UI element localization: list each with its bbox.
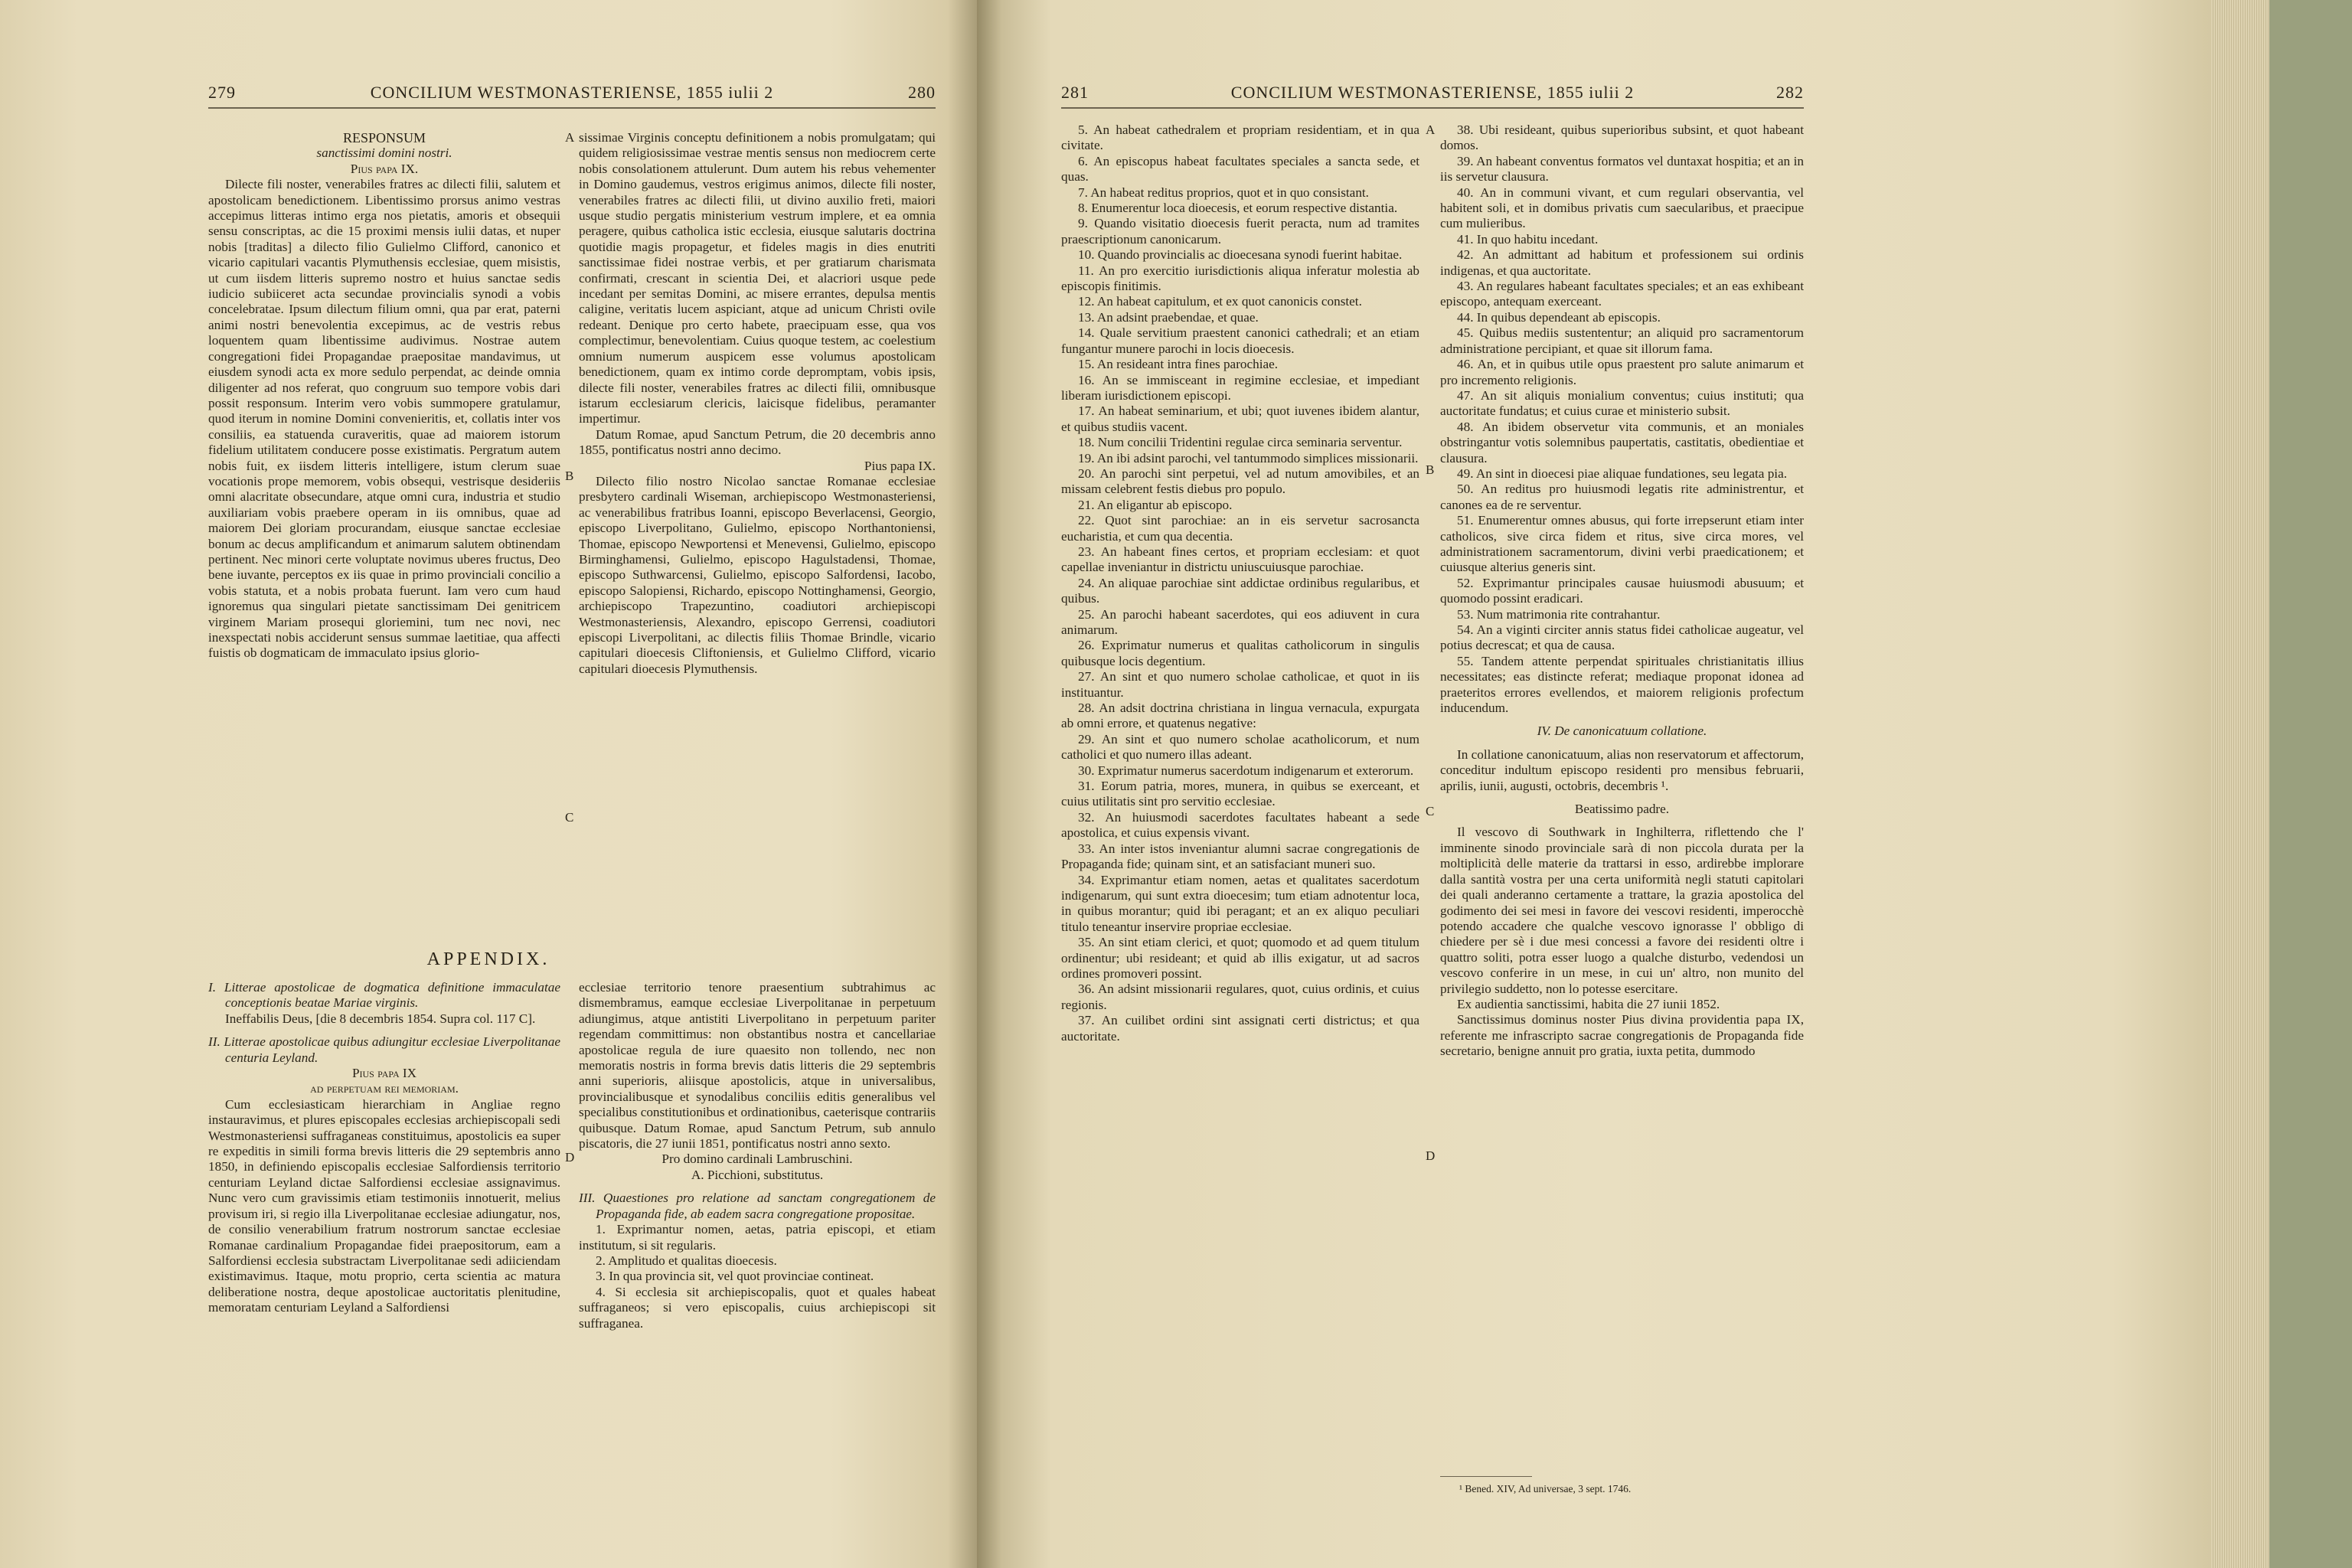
- paragraph: 51. Enumerentur omnes abusus, qui forte irrepserunt etiam inter catholicos, sive circa fidem et ritus, sive circa mores, vel administrationem sacramentorum, divini verbi praedicationem; et cuiusque alterius generis sint.: [1440, 513, 1804, 575]
- paragraph: Ineffabilis Deus, [die 8 decembris 1854. Supra col. 117 C].: [225, 1011, 536, 1026]
- paragraph: 35. An sint etiam clerici, et quot; quomodo et ad quem titulum ordinentur; ubi resideant; et quid ab illis exigatur, ut ad sacros ordines promoveri possint.: [1061, 935, 1419, 981]
- paragraph: 4. Si ecclesia sit archiepiscopalis, quot et quales habeat suffraganeos; si vero episcopalis, cuius archiepiscopi sit suffraganea.: [579, 1284, 936, 1331]
- paragraph: 45. Quibus mediis sustententur; an aliquid pro sacramentorum administratione percipiant, et quae sit illorum fama.: [1440, 325, 1804, 356]
- footnote: ¹ Bened. XIV, Ad universae, 3 sept. 1746.: [1459, 1483, 1632, 1494]
- paragraph: 8. Enumerentur loca dioecesis, et eorum respective distantia.: [1078, 201, 1398, 216]
- paragraph: 19. An ibi adsint parochi, vel tantummodo simplices missionarii.: [1078, 450, 1419, 466]
- paragraph: A. Picchioni, substitutus.: [691, 1167, 824, 1182]
- paragraph: 27. An sint et quo numero scholae catholicae, et quot in iis instituantur.: [1061, 669, 1419, 700]
- paragraph: ecclesiae territorio tenore praesentium subtrahimus ac dismembramus, eamque ecclesiae Liverpolitanae in perpetuum adiungimus, atque antistiti Liverpolitano in perpetuum pariter regendam committimus: non obstantibus nostra et cancellariae apostolicae regula de iure quaesito non tollendo, nec non memoratis nostris in forma brevis datis litteris die 29 septembris anni superioris, aliisque apostolicis, atque in universalibus, provincialibusque et synodalibus conciliis editis generalibus vel specialibus constitutionibus et ordinationibus, caeterisque contrariis quibusque. Datum Romae, apud Sanctum Petrum, sub annulo piscatoris, die 27 iunii 1851, pontificatus nostri anno sexto.: [579, 980, 936, 1152]
- paragraph: sissimae Virginis conceptu definitionem a nobis promulgatam; qui quidem religiosissimae vestrae mentis sensus non mediocrem certe nobis consolationem attulerunt. Dum autem his rebus vehementer in Domino gaudemus, vestros erigimus animos, dilecte fili noster, venerabiles fratres ac dilecti filii, ut divino auxilio freti, maiori usque studio pergatis ministerium vestrum implere, et ea omnia peragere, quibus catholica istic ecclesia, eiusque salutaris doctrina quotidie magis propagetur, et fideles magis in dies enutriti sanctissimae fidei nostrae verbis, et per gratiarum charismata confirmati, crescant in scientia Dei, et alacriori usque pede incedant per semitas Domini, ac misere errantes, depulsa mentis caligine, veritatis lucem aspiciant, atque ad unicum Christi ovile redeant. Denique pro certo habete, praecipuam esse, qua vos complectimur, benevolentiam. Cuius quoque testem, ac coelestium omnium numerum auspicem esse volumus apostolicam benedictionem, quam ex intimo corde depromptam, vobis ipsis, dilecte fili noster, venerabiles fratres ac dilecti filii, omnibusque istarum ecclesiarum clericis, laicisque fidelibus, peramanter impertimur.: [579, 130, 936, 426]
- left-page-column-2: [579, 130, 936, 677]
- paragraph: 3. In qua provincia sit, vel quot provinciae contineat.: [596, 1269, 874, 1284]
- page-number-279: 279: [208, 83, 236, 102]
- paragraph: 29. An sint et quo numero scholae acatholicorum, et num catholici et quo numero illas adeant.: [1061, 731, 1419, 763]
- paragraph: 21. An eligantur ab episcopo.: [1078, 497, 1233, 512]
- paragraph: 20. An parochi sint perpetui, vel ad nutum amovibiles, et an missam celebrent festis diebus pro populo.: [1061, 466, 1419, 497]
- paragraph: RESPONSUM: [342, 130, 426, 145]
- paragraph: 34. Exprimantur etiam nomen, aetas et qualitates sacerdotum indigenarum, qui sunt extra dioecesim; tum etiam adnotentur loca, in quibus morantur; quid ibi peragant; et an ex aliquo peculiari titulo teneantur inservire propriae ecclesiae.: [1061, 872, 1419, 934]
- paragraph: 28. An adsit doctrina christiana in lingua vernacula, expurgata ab omni errore, et quatenus negative:: [1061, 701, 1419, 731]
- paragraph: II. Litterae apostolicae quibus adiungitur ecclesiae Liverpolitanae centuria Leyland.: [208, 1034, 560, 1065]
- paragraph: 48. An ibidem observetur vita communis, et an moniales obstringantur votis solemnibus paupertatis, castitatis, obedientiae et clausura.: [1440, 419, 1804, 466]
- paragraph: 47. An sit aliquis monialium conventus; cuius instituti; qua auctoritate fundatus; et cuius curae et ministerio subsit.: [1440, 387, 1804, 419]
- paragraph: Pro domino cardinali Lambruschini.: [662, 1152, 853, 1167]
- paragraph: Pius papa IX: [351, 1066, 417, 1081]
- paragraph: 37. An cuilibet ordini sint assignati certi districtus; et qua auctoritate.: [1061, 1013, 1419, 1044]
- left-running-header: [208, 83, 936, 104]
- paragraph: 26. Exprimatur numerus et qualitas catholicorum in singulis quibusque locis degentium.: [1061, 638, 1419, 668]
- paragraph: Cum ecclesiasticam hierarchiam in Angliae regno instauravimus, et plures episcopales ecclesias archiepiscopali sedi Westmonasteriensi suffraganeas constituimus, apostolicis ea super re expeditis in simili forma brevis litteris die 29 septembris anno 1850, in definiendo episcopalis ecclesiae Salfordiensis territorio centuriam Leyland dictae Salfordiensi ecclesiae assignavimus. Nunc vero cum gravissimis etiam testimoniis innotuerit, melius provisum iri, si regio illa Liverpolitanae ecclesiae adiungatur, nos, de consilio venerabilium fratrum nostrorum sanctae ecclesiae Romanae cardinalium Propagandae fidei praepositorum, eam a Salfordiensi ecclesia substractam Liverpolitanae sedi adiiciendam existimavimus. Itaque, motu proprio, certa scientia ac matura deliberatione nostra, deque apostolicae auctoritatis plenitudine, memoratam centuriam Leyland a Salfordiensi: [208, 1096, 560, 1315]
- paragraph: 18. Num concilii Tridentini regulae circa seminaria serventur.: [1078, 435, 1403, 450]
- paragraph: 7. An habeat reditus proprios, quot et in quo consistant.: [1078, 185, 1369, 200]
- paragraph: 23. An habeant fines certos, et propriam ecclesiam: et quot capellae inveniantur in districtu uniuscuiusque parochiae.: [1061, 544, 1419, 575]
- paragraph: 39. An habeant conventus formatos vel duntaxat hospitia; et an in iis servetur clausura.: [1440, 153, 1804, 185]
- left-page-column-1: [208, 130, 560, 662]
- page-number-281: 281: [1061, 83, 1089, 102]
- paragraph: 32. An huiusmodi sacerdotes facultates habeant a sede apostolica, et cuius expensis vivant.: [1061, 809, 1419, 841]
- paragraph: 46. An, et in quibus utile opus praestent pro salute animarum et pro incremento religionis.: [1440, 357, 1804, 387]
- paragraph: 22. Quot sint parochiae: an in eis servetur sacrosancta eucharistia, et cum qua decentia.: [1061, 513, 1419, 544]
- paragraph: Pius papa IX.: [864, 458, 936, 473]
- paragraph: 10. Quando provincialis ac dioecesana synodi fuerint habitae.: [1078, 247, 1403, 263]
- paragraph: 40. An in communi vivant, et cum regulari observantia, vel habitent soli, et in domibus privatis cum saecularibus, et praecipue cum mulieribus.: [1440, 185, 1804, 231]
- header-rule: [208, 107, 936, 109]
- paragraph: sanctissimi domini nostri.: [316, 145, 452, 161]
- paragraph: 38. Ubi resideant, quibus superioribus subsint, et quot habeant domos.: [1440, 122, 1804, 153]
- paragraph: Beatissimo padre.: [1574, 802, 1670, 817]
- paragraph: Il vescovo di Southwark in Inghilterra, riflettendo che l' imminente sinodo provinciale sarà di non piccola durata per la moltiplicità delle materie da trattarsi in esso, ardirebbe implorare dalla santità vostra per una certa uniformità negli statuti capitolari dei quali anderanno certamente a trattare, la grazia apostolica del godimento dei sei mesi in favore dei vescovi residenti, imperocchè potendo accadere che qualche vescovo ignorasse l' obbligo di chiedere per sè i due mesi concessi a favore dei residenti oltre i quattro soliti, potra esser luogo a qualche disturbo, vedendosi un vescovo conferire in un mese, in cui un' altro, non munito del privilegio suddetto, non lo potesse esercitare.: [1440, 825, 1804, 996]
- background-surface: [2269, 0, 2352, 1568]
- paragraph: 44. In quibus dependeant ab episcopis.: [1457, 309, 1661, 325]
- paragraph: 13. An adsint praebendae, et quae.: [1078, 309, 1259, 325]
- paragraph: 33. An inter istos inveniantur alumni sacrae congregationis de Propaganda fide; quinam sint, et an satisfaciant muneri suo.: [1061, 841, 1419, 872]
- paragraph: Dilecte fili noster, venerabiles fratres ac dilecti filii, salutem et apostolicam benedictionem. Libentissimo prorsus animo vestras accepimus litteras intimo erga nos pietatis, amoris et obsequii sensu conscriptas, ac die 15 proximi mensis iulii datas, et nuper nobis [traditas] a dilecto filio Gulielmo Clifford, canonico et vicario capitulari vacantis Plymuthensis ecclesiae, quem misistis, ut cum iisdem litteris supremo nostro et huius sanctae sedis iudicio subiiceret acta secundae provincialis synodi a vobis concelebratae. Ipsum dilectum filium omni, qua par erat, paterni animi nostri benevolentia excepimus, ac de vestris rebus loquentem quam libentissime audivimus. Nostrae autem congregationi fidei Propagandae praepositae mandavimus, ut eiusdem synodi acta ex more sedulo perpendat, ac deinde omnia diligenter ad nos referat, quo congruum suo tempore vobis dari possit responsum. Interim vero vobis summopere gratulamur, quod iterum in nomine Domini convenieritis, et, collatis inter vos consiliis, ea statuenda curaveritis, quae ad maiorem istorum fidelium utilitatem conducere posse existimatis. Pergratum autem nobis fuit, ex iisdem litteris intelligere, istum clerum suae vocationis prope memorem, vobis obsequi, vestrisque desideriis omni alacritate obsecundare, atque omni cura, industria et studio auxiliariam vobis praebere operam in iis omnibus, quae ad maiorem Dei gloriam procurandam, eiusque sanctae ecclesiae bonum ac decus amplificandum et animarum salutem obtinendam pertinent. Nec minori certe voluptate novimus uberes fructus, Deo bene iuvante, perceptos ex iis quae in primo provinciali concilio a vobis statuta, et a nobis probata fuerunt. Iam vero cum haud ignoremus qua singulari pietate sanctissimam Dei genitricem virginem Mariam prosequi gloriemini, tum nec novi, nec inexspectati nobis acciderunt sensus summae laetitiae, qua affecti fuistis ob dogmaticam de immaculato ipsius glorio-: [208, 177, 560, 661]
- margin-marker-a: A: [1426, 122, 1436, 137]
- paragraph: 36. An adsint missionarii regulares, quot, cuius ordinis, et cuius regionis.: [1061, 982, 1419, 1012]
- paragraph: 49. An sint in dioecesi piae aliquae fundationes, seu legata pia.: [1457, 466, 1787, 481]
- paragraph: Ex audientia sanctissimi, habita die 27 iunii 1852.: [1457, 996, 1720, 1011]
- paragraph: 9. Quando visitatio dioecesis fuerit peracta, num ad tramites praescriptionum canonicarum.: [1061, 216, 1419, 247]
- footnote-rule: [1440, 1476, 1532, 1477]
- left-page: [0, 0, 977, 1568]
- paragraph: 53. Num matrimonia rite contrahantur.: [1457, 606, 1661, 622]
- paragraph: 50. An reditus pro huiusmodi legatis rite administrentur, et canones ea de re serventur.: [1440, 482, 1804, 512]
- right-page-column-1: [1061, 122, 1419, 1044]
- paragraph: 16. An se immisceant in regimine ecclesiae, et impediant liberam iurisdictionem episcopi.: [1061, 372, 1419, 403]
- paragraph: 24. An aliquae parochiae sint addictae ordinibus regularibus, et quibus.: [1061, 575, 1419, 606]
- paragraph: 12. An habeat capitulum, et ex quot canonicis constet.: [1078, 294, 1362, 309]
- paragraph: IV. De canonicatuum collatione.: [1537, 724, 1707, 739]
- margin-marker-d: D: [1426, 1148, 1436, 1163]
- paragraph: III. Quaestiones pro relatione ad sanctam congregationem de Propaganda fide, ab eadem sacra congregatione propositae.: [579, 1191, 936, 1221]
- paragraph: 5. An habeat cathedralem et propriam residentiam, et in qua civitate.: [1061, 122, 1419, 153]
- right-page: [977, 0, 2211, 1568]
- paragraph: In collatione canonicatuum, alias non reservatorum et affectorum, conceditur indultum episcopo residenti pro mensibus februarii, aprilis, iunii, augusti, octobris, decembris ¹.: [1440, 746, 1804, 793]
- running-title-right: CONCILIUM WESTMONASTERIENSE, 1855 iulii 2: [1230, 83, 1635, 102]
- paragraph: 30. Exprimatur numerus sacerdotum indigenarum et exterorum.: [1078, 763, 1414, 778]
- paragraph: 11. An pro exercitio iurisdictionis aliqua inferatur molestia ab episcopis finitimis.: [1061, 263, 1419, 294]
- paragraph: Pius papa IX.: [350, 161, 419, 176]
- paragraph: 2. Amplitudo et qualitas dioecesis.: [596, 1253, 777, 1268]
- paragraph: 43. An regulares habeant facultates speciales; et an eas exhibeant episcopo, antequam exerceant.: [1440, 279, 1804, 309]
- margin-marker-c: C: [1426, 804, 1435, 818]
- paragraph: 31. Eorum patria, mores, munera, in quibus se exerceant, et cuius utilitatis sint pro servitio ecclesiae.: [1061, 779, 1419, 809]
- paragraph: I. Litterae apostolicae de dogmatica definitione immaculatae conceptionis beatae Mariae virginis.: [208, 980, 560, 1011]
- paragraph: 42. An admittant ad habitum et professionem sui ordinis indigenas, et qua auctoritate.: [1440, 247, 1804, 278]
- page-number-280: 280: [908, 83, 936, 102]
- right-page-column-2: [1440, 122, 1804, 1060]
- right-running-header: [1061, 83, 1804, 104]
- header-rule: [1061, 107, 1804, 109]
- left-page-column-4: [579, 980, 936, 1331]
- page-number-282: 282: [1776, 83, 1804, 102]
- margin-marker-d: D: [565, 1150, 575, 1165]
- margin-marker-b: B: [565, 469, 574, 483]
- paragraph: ad perpetuam rei memoriam.: [310, 1081, 459, 1096]
- margin-marker-a: A: [565, 130, 575, 145]
- paragraph: 55. Tandem attente perpendat spirituales christianitatis illius necessitates; eas distincte referat; mediaque proponat idonea ad praeteritos errores evellendos, et maiorem religionis profectum inducendum.: [1440, 653, 1804, 716]
- paragraph: 52. Exprimantur principales causae huiusmodi abusuum; et quomodo possint eradicari.: [1440, 575, 1804, 606]
- margin-marker-c: C: [565, 810, 574, 825]
- paragraph: 54. An a viginti circiter annis status fidei catholicae augeatur, vel potius decrescat; et qua de causa.: [1440, 622, 1804, 653]
- margin-marker-b: B: [1426, 462, 1435, 477]
- paragraph: Sanctissimus dominus noster Pius divina providentia papa IX, referente me infrascripto sacrae congregationis de Propaganda fide secretario, benigne annuit pro gratia, iuxta petita, dummodo: [1440, 1012, 1804, 1059]
- paragraph: Dilecto filio nostro Nicolao sanctae Romanae ecclesiae presbytero cardinali Wiseman, archiepiscopo Westmonasteriensi, ac venerabilibus fratribus Ioanni, episcopo Beverlacensi, Georgio, episcopo Liverpolitano, Gulielmo, episcopo Northantoniensi, Thomae, episcopo Newportensi et Menevensi, Gulielmo, episcopo Birminghamensi, Gulielmo, episcopo Hagulstadensi, Thomae, episcopo Suthwarcensi, Gulielmo, episcopo Salfordensi, Iacobo, episcopo Salopiensi, Richardo, episcopo Nottinghamensi, Georgio, archiepiscopo Trapezuntino, coadiutori archiepiscopi Westmonasteriensis, Alexandro, episcopo Gerrensi, coadiutori episcopi Liverpolitani, ac dilectis filiis Thomae Brindle, vicario capitulari dioecesis Cliftoniensis, et Gulielmo Clifford, vicario capitulari dioecesis Plymuthensis.: [579, 473, 936, 676]
- paragraph: Datum Romae, apud Sanctum Petrum, die 20 decembris anno 1855, pontificatus nostri anno decimo.: [579, 426, 936, 458]
- page-edges: [2211, 0, 2269, 1568]
- paragraph: 17. An habeat seminarium, et ubi; quot iuvenes ibidem alantur, et quibus studiis vacent.: [1061, 403, 1419, 434]
- paragraph: 25. An parochi habeant sacerdotes, qui eos adiuvent in cura animarum.: [1061, 606, 1419, 637]
- paragraph: 1. Exprimantur nomen, aetas, patria episcopi, et etiam institutum, si sit regularis.: [579, 1222, 936, 1253]
- paragraph: 14. Quale servitium praestent canonici cathedrali; et an etiam fungantur munere parochi in locis dioecesis.: [1061, 325, 1419, 356]
- running-title-left: CONCILIUM WESTMONASTERIENSE, 1855 iulii 2: [370, 83, 774, 102]
- appendix-heading: APPENDIX.: [426, 949, 550, 969]
- paragraph: 6. An episcopus habeat facultates speciales a sancta sede, et quas.: [1061, 153, 1419, 185]
- paragraph: 15. An resideant intra fines parochiae.: [1078, 357, 1279, 372]
- left-page-column-3: [208, 980, 560, 1316]
- paragraph: 41. In quo habitu incedant.: [1457, 231, 1599, 247]
